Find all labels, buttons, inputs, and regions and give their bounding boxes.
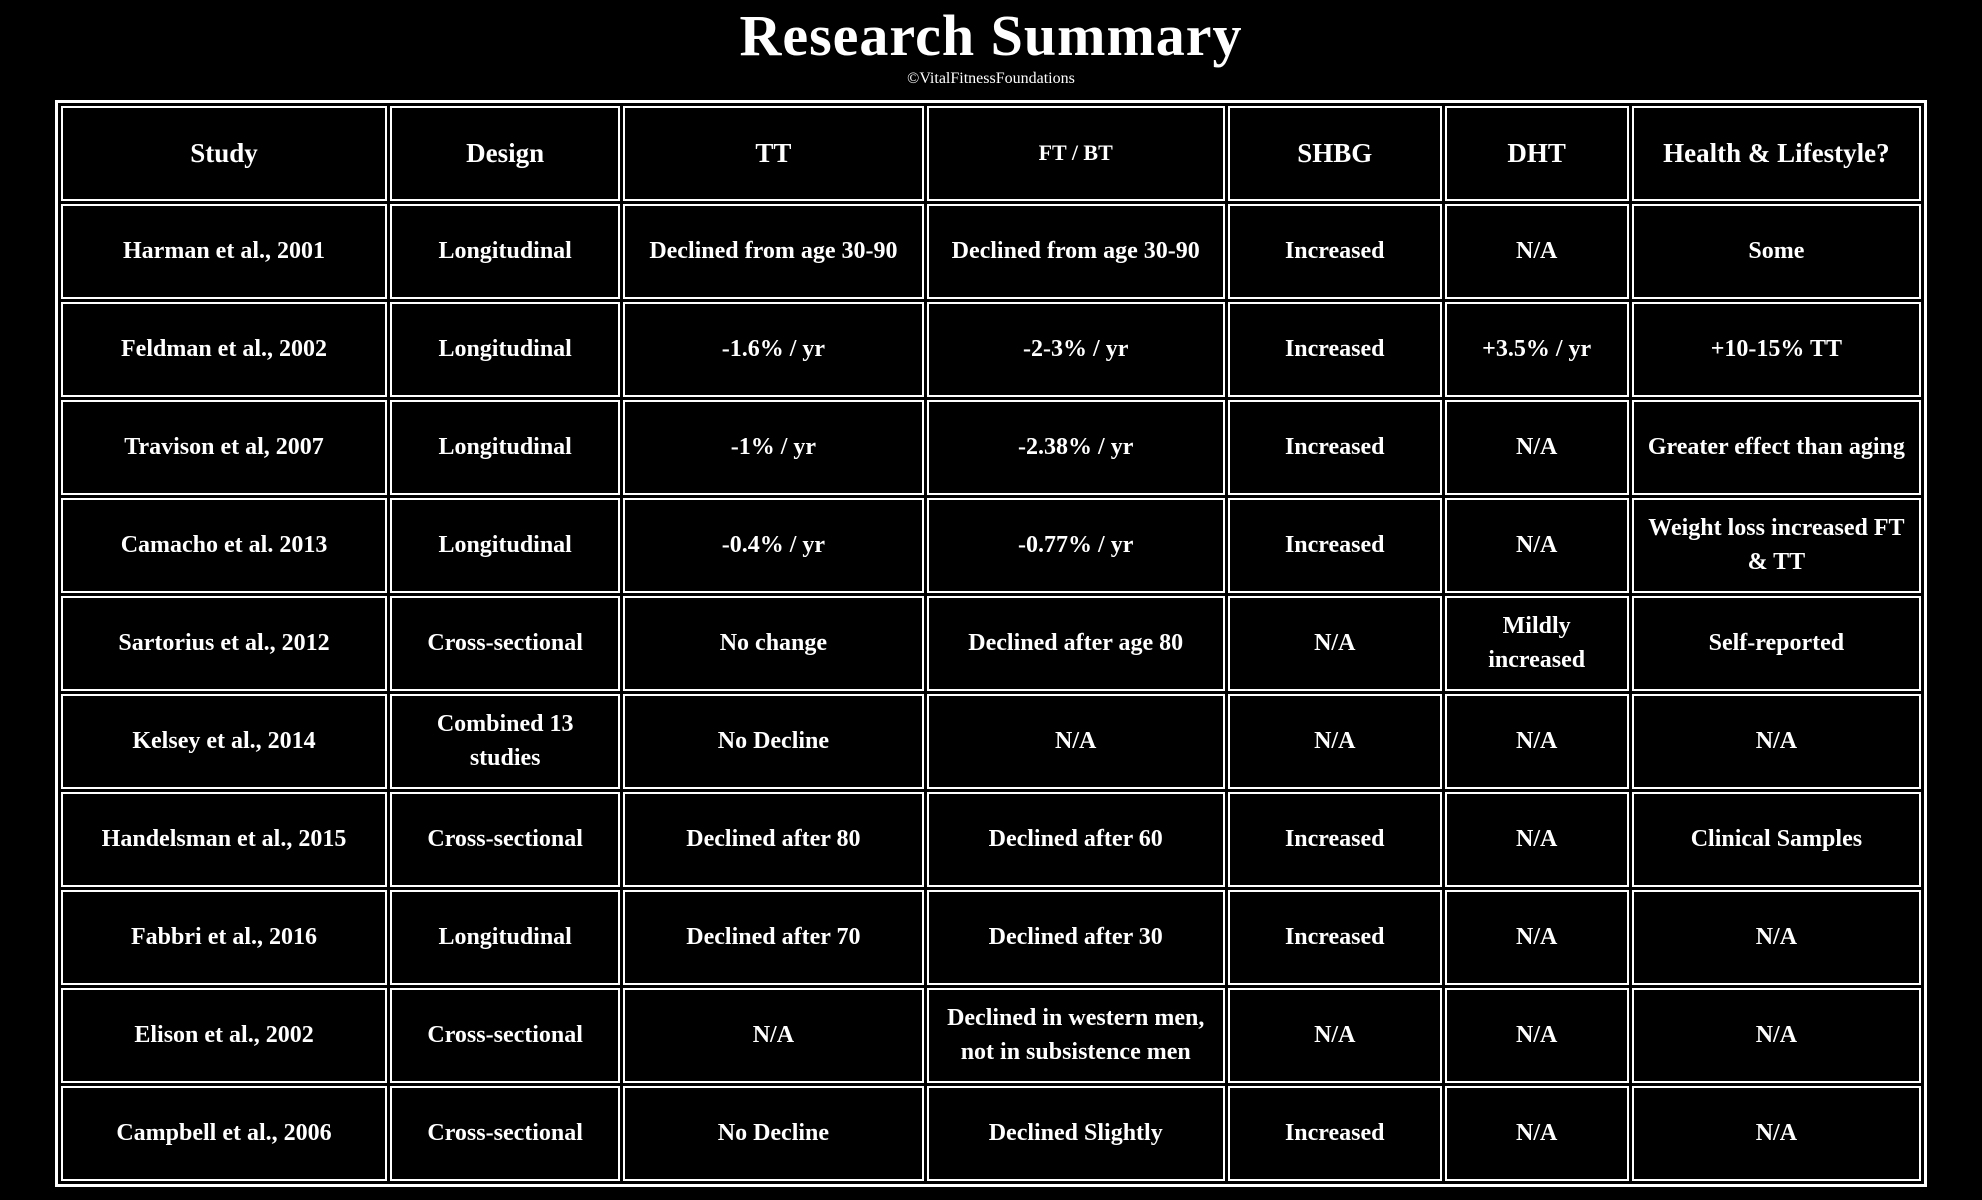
table-cell: Travison et al, 2007 <box>61 400 387 495</box>
table-cell: Campbell et al., 2006 <box>61 1086 387 1181</box>
table-cell: N/A <box>1445 890 1629 985</box>
table-cell: Declined after 30 <box>927 890 1225 985</box>
table-cell: Weight loss increased FT & TT <box>1632 498 1921 593</box>
table-cell: -1% / yr <box>623 400 923 495</box>
table-cell: No Decline <box>623 694 923 789</box>
table-cell: -0.77% / yr <box>927 498 1225 593</box>
table-cell: No change <box>623 596 923 691</box>
table-cell: N/A <box>1445 1086 1629 1181</box>
header-cell: FT / BT <box>927 106 1225 201</box>
header-cell: SHBG <box>1228 106 1442 201</box>
table-cell: -2.38% / yr <box>927 400 1225 495</box>
header-cell: Health & Lifestyle? <box>1632 106 1921 201</box>
table-cell: Declined after age 80 <box>927 596 1225 691</box>
table-cell: +3.5% / yr <box>1445 302 1629 397</box>
table-cell: +10-15% TT <box>1632 302 1921 397</box>
table-row <box>61 694 1921 789</box>
table-cell: Increased <box>1228 302 1442 397</box>
table-cell: Sartorius et al., 2012 <box>61 596 387 691</box>
table-cell: N/A <box>1632 694 1921 789</box>
table-cell: Clinical Samples <box>1632 792 1921 887</box>
table-row <box>61 988 1921 1083</box>
table-row <box>61 400 1921 495</box>
table-cell: Cross-sectional <box>390 792 620 887</box>
header-cell: TT <box>623 106 923 201</box>
table-cell: Self-reported <box>1632 596 1921 691</box>
table-cell: N/A <box>1445 694 1629 789</box>
table-cell: Camacho et al. 2013 <box>61 498 387 593</box>
table-cell: Cross-sectional <box>390 596 620 691</box>
table-cell: N/A <box>1632 1086 1921 1181</box>
table-cell: Declined after 80 <box>623 792 923 887</box>
table-row <box>61 204 1921 299</box>
table-cell: Increased <box>1228 890 1442 985</box>
table-row <box>61 792 1921 887</box>
table-cell: Longitudinal <box>390 400 620 495</box>
table-cell: Increased <box>1228 792 1442 887</box>
table-cell: N/A <box>1445 204 1629 299</box>
table-cell: -2-3% / yr <box>927 302 1225 397</box>
table-cell: N/A <box>1445 792 1629 887</box>
table-cell: -0.4% / yr <box>623 498 923 593</box>
table-cell: Greater effect than aging <box>1632 400 1921 495</box>
table-cell: Cross-sectional <box>390 988 620 1083</box>
table-cell: Combined 13 studies <box>390 694 620 789</box>
table-row <box>61 302 1921 397</box>
table-cell: N/A <box>927 694 1225 789</box>
research-summary-table <box>55 100 1927 1187</box>
table-cell: Longitudinal <box>390 302 620 397</box>
table-cell: Increased <box>1228 204 1442 299</box>
table-cell: Handelsman et al., 2015 <box>61 792 387 887</box>
table-row <box>61 596 1921 691</box>
header-cell: Study <box>61 106 387 201</box>
table-row <box>61 498 1921 593</box>
page-title: Research Summary <box>739 3 1243 68</box>
table-cell: Kelsey et al., 2014 <box>61 694 387 789</box>
table-cell: N/A <box>1632 890 1921 985</box>
table-cell: Fabbri et al., 2016 <box>61 890 387 985</box>
table-cell: N/A <box>1445 498 1629 593</box>
header-cell: DHT <box>1445 106 1629 201</box>
copyright-text: ©VitalFitnessFoundations <box>907 69 1075 87</box>
table-cell: N/A <box>1228 596 1442 691</box>
table-cell: Declined from age 30-90 <box>623 204 923 299</box>
table-cell: Mildly increased <box>1445 596 1629 691</box>
table-cell: N/A <box>1228 988 1442 1083</box>
table-cell: Longitudinal <box>390 498 620 593</box>
table-cell: Increased <box>1228 400 1442 495</box>
table-cell: N/A <box>1632 988 1921 1083</box>
table-cell: Increased <box>1228 1086 1442 1181</box>
table-cell: N/A <box>1445 988 1629 1083</box>
table-cell: Longitudinal <box>390 890 620 985</box>
table-cell: Declined in western men, not in subsistence men <box>927 988 1225 1083</box>
table-cell: N/A <box>623 988 923 1083</box>
table-cell: -1.6% / yr <box>623 302 923 397</box>
table-cell: Increased <box>1228 498 1442 593</box>
table-cell: N/A <box>1228 694 1442 789</box>
table-cell: Elison et al., 2002 <box>61 988 387 1083</box>
table-cell: Longitudinal <box>390 204 620 299</box>
table-cell: No Decline <box>623 1086 923 1181</box>
table-cell: Some <box>1632 204 1921 299</box>
table-cell: Harman et al., 2001 <box>61 204 387 299</box>
table-cell: Declined from age 30-90 <box>927 204 1225 299</box>
table-cell: Declined after 70 <box>623 890 923 985</box>
table-cell: Cross-sectional <box>390 1086 620 1181</box>
header-cell: Design <box>390 106 620 201</box>
table-cell: Declined after 60 <box>927 792 1225 887</box>
table-cell: Feldman et al., 2002 <box>61 302 387 397</box>
table-row <box>61 890 1921 985</box>
header-row <box>61 106 1921 201</box>
table-row <box>61 1086 1921 1181</box>
table-cell: N/A <box>1445 400 1629 495</box>
table-cell: Declined Slightly <box>927 1086 1225 1181</box>
